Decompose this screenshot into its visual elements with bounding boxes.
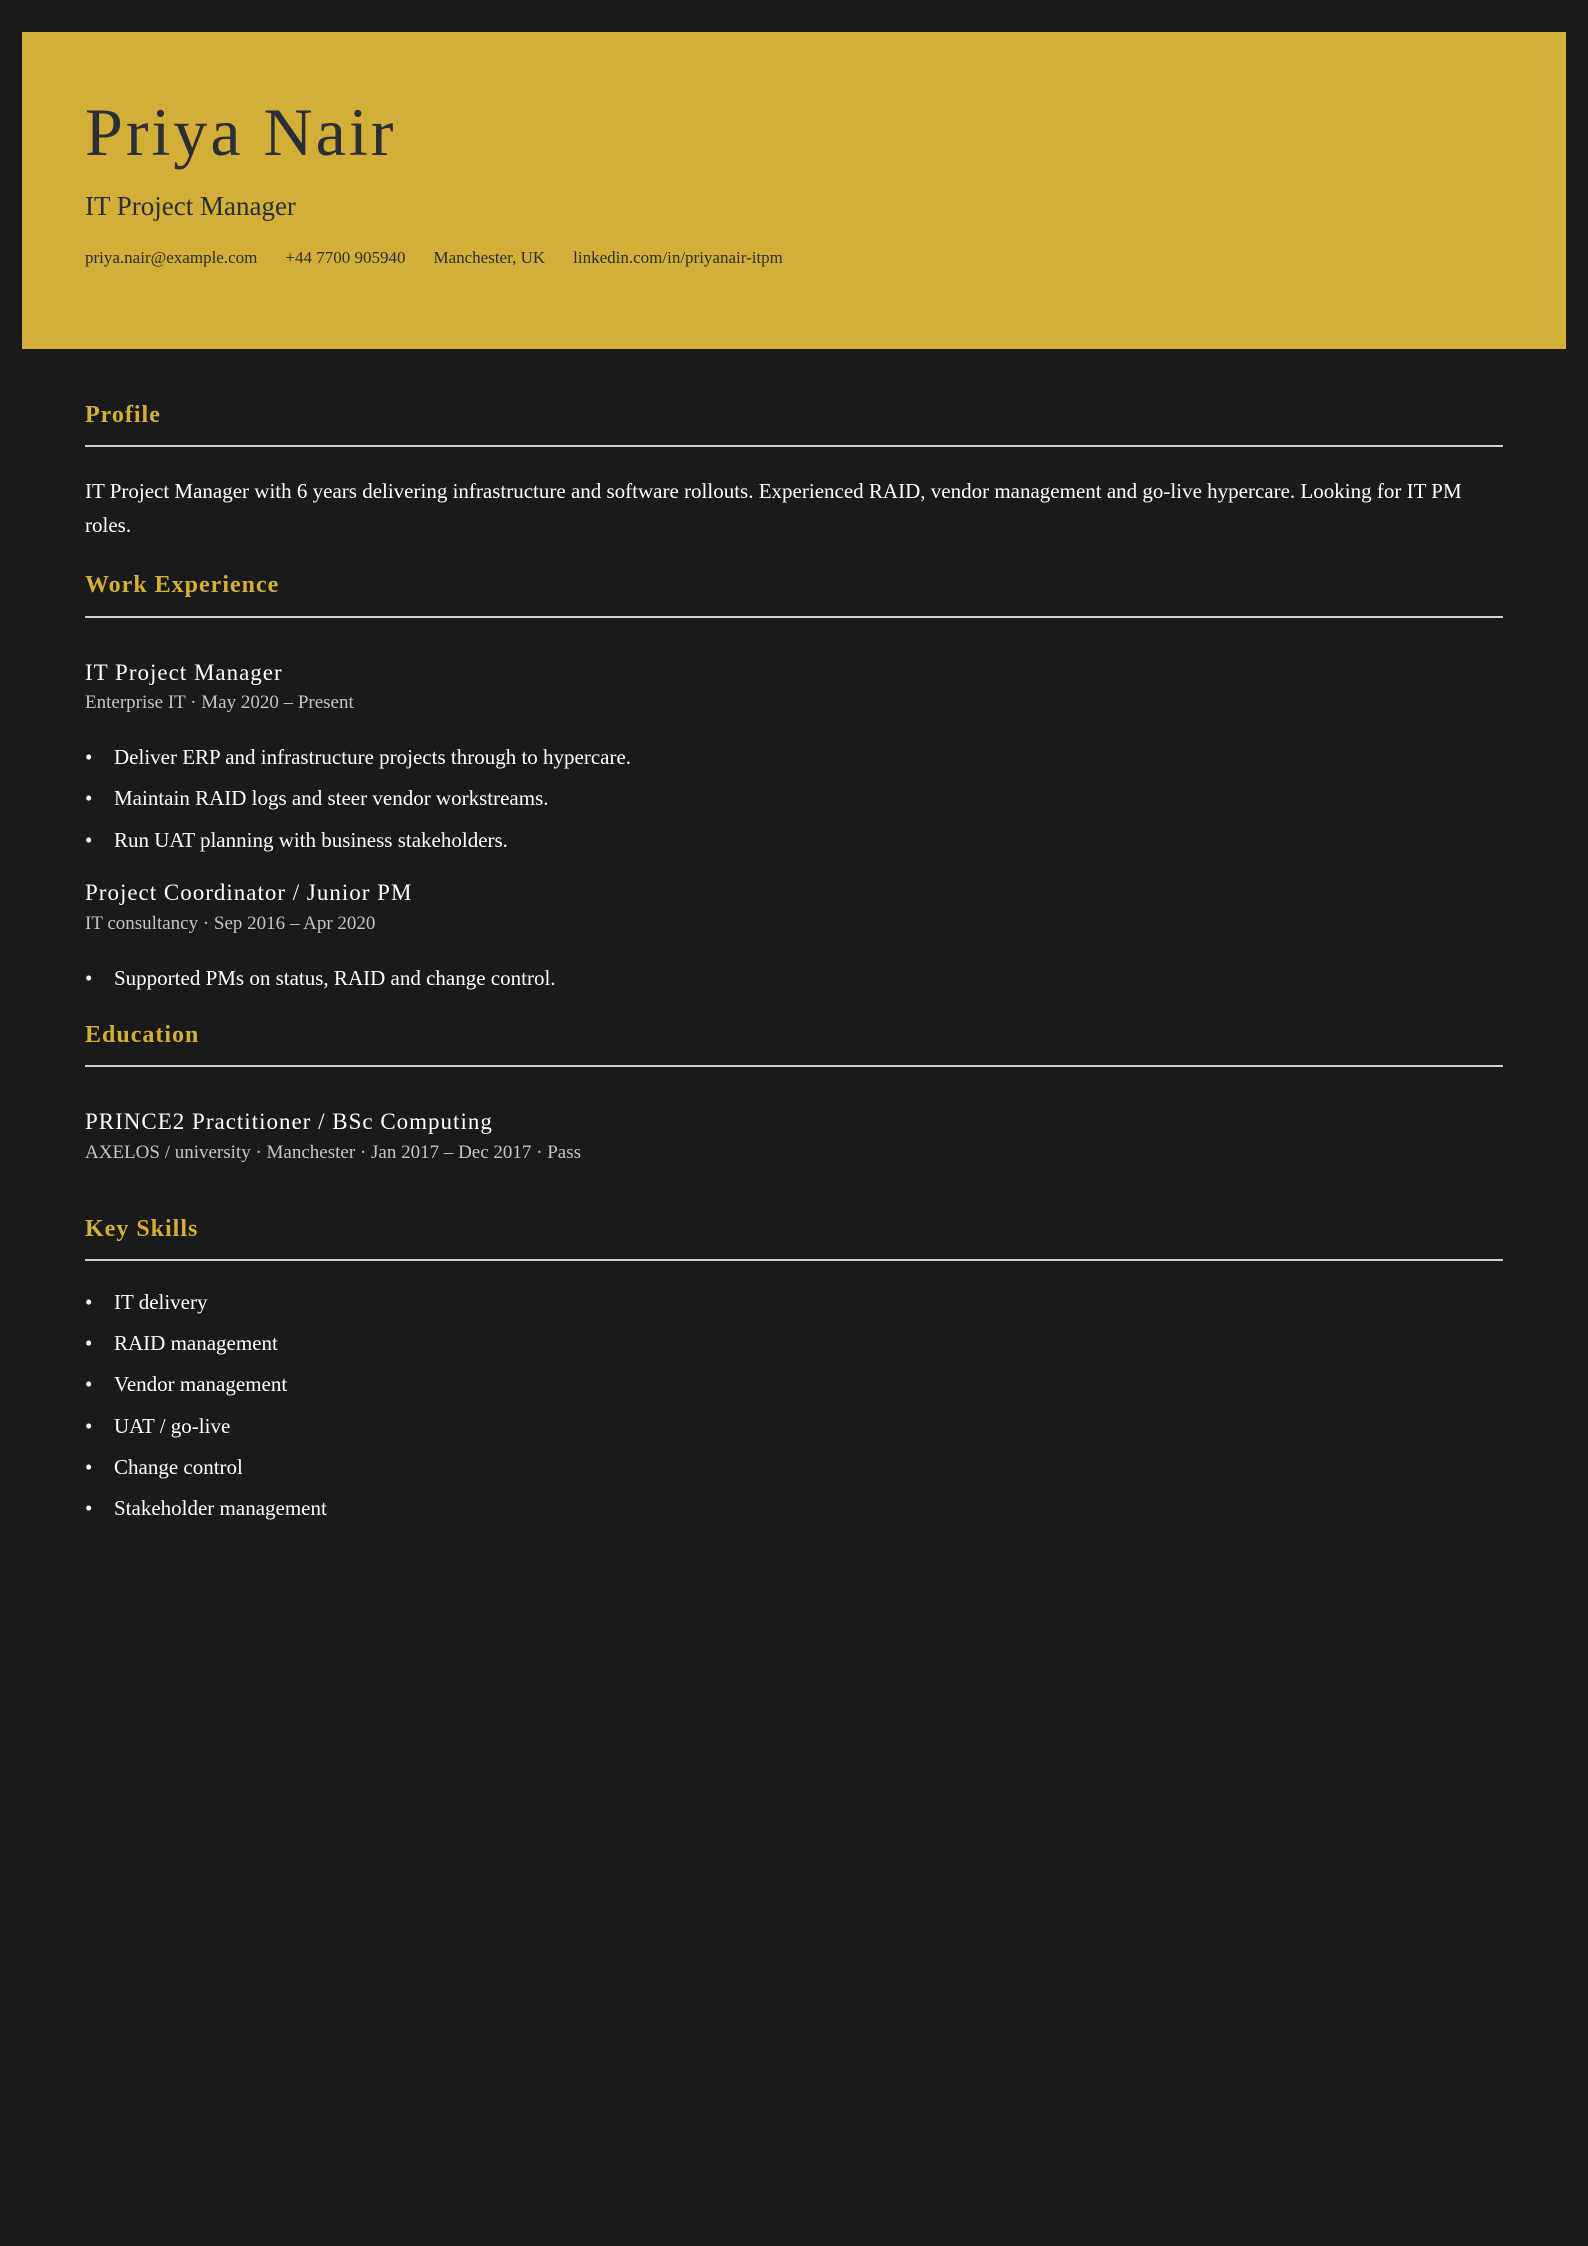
section-heading: Work Experience <box>85 570 1503 617</box>
contact-info <box>85 248 1566 268</box>
contact-linkedin: linkedin.com/in/priyanair-itpm <box>573 248 783 268</box>
job-bullets <box>85 744 1503 854</box>
contact-location: Manchester, UK <box>433 248 546 268</box>
bullet-item: • Run UAT planning with business stakeholders. <box>85 827 1503 854</box>
contact-phone: +44 7700 905940 <box>285 248 406 268</box>
education-entry <box>85 1107 1503 1166</box>
education-meta: AXELOS / university · Manchester · Jan 2017 – Dec 2017 · Pass <box>85 1141 582 1163</box>
bullet-item: • Supported PMs on status, RAID and change control. <box>85 965 1503 992</box>
job-meta: IT consultancy · Sep 2016 – Apr 2020 <box>85 912 376 934</box>
candidate-name: Priya Nair <box>85 94 397 170</box>
profile-text: IT Project Manager with 6 years delivering infrastructure and software rollouts. Experienced RAID, vendor management and go-live hypercare. Looking for IT PM roles. <box>85 479 1462 537</box>
job-bullets <box>85 965 1503 992</box>
job-meta: Enterprise IT · May 2020 – Present <box>85 692 354 714</box>
skill-item: • Vendor management <box>85 1371 1503 1398</box>
skill-item: • Stakeholder management <box>85 1495 1503 1522</box>
bullet-item: • Maintain RAID logs and steer vendor workstreams. <box>85 785 1503 812</box>
contact-email: priya.nair@example.com <box>85 248 258 268</box>
education-title: PRINCE2 Practitioner / BSc Computing <box>85 1109 493 1135</box>
resume-body <box>85 400 1503 1537</box>
section-heading: Education <box>85 1020 1503 1067</box>
section-heading: Key Skills <box>85 1214 1503 1261</box>
profile-section <box>85 400 1503 542</box>
skill-item: • UAT / go-live <box>85 1413 1503 1440</box>
skills-section <box>85 1214 1503 1523</box>
job-title: IT Project Manager <box>85 659 283 685</box>
resume-header <box>22 32 1566 349</box>
job-title: Project Coordinator / Junior PM <box>85 880 413 906</box>
bullet-item: • Deliver ERP and infrastructure projects through to hypercare. <box>85 744 1503 771</box>
experience-section <box>85 570 1503 992</box>
education-section <box>85 1020 1503 1166</box>
job-entry <box>85 658 1503 854</box>
skills-list <box>85 1289 1503 1523</box>
job-entry <box>85 878 1503 992</box>
candidate-title: IT Project Manager <box>85 191 296 221</box>
skill-item: • Change control <box>85 1454 1503 1481</box>
section-heading: Profile <box>85 400 1503 447</box>
skill-item: • IT delivery <box>85 1289 1503 1316</box>
skill-item: • RAID management <box>85 1330 1503 1357</box>
